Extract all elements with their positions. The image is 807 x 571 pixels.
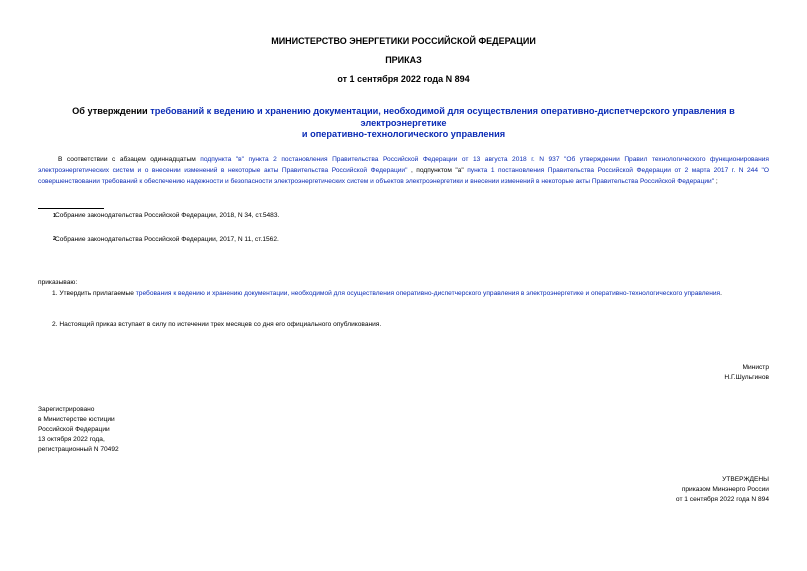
order-item-2: 2. Настоящий приказ вступает в силу по истечении трех месяцев со дня его официального опубликования. — [52, 321, 382, 328]
footnote-divider — [38, 208, 104, 209]
preamble-link-postanovlenie-244[interactable]: пункта 1 постановления Правительства Российской Федерации от 2 марта 2017 г. N 244 "О совершенствовании требований к обеспечению надежности и безопасности электроэнергетических систем и объектов электроэнергетики и внесении изменений в некоторые акты Правительства Российской Федерации" — [38, 167, 769, 185]
prikazyvayu: приказываю: — [38, 279, 78, 286]
approval-block — [676, 475, 769, 505]
footnote-2-mark: 2 — [53, 236, 56, 242]
title-link-requirements-cont[interactable]: и оперативно-технологического управления — [301, 129, 506, 139]
registration-line: регистрационный N 70492 — [38, 446, 119, 453]
registration-block — [38, 405, 119, 455]
registration-line: Российской Федерации — [38, 426, 110, 433]
signature-name: Н.Г.Шульгинов — [724, 374, 769, 381]
approval-line: УТВЕРЖДЕНЫ — [722, 476, 769, 483]
page-title — [38, 106, 769, 141]
preamble-paragraph — [38, 154, 769, 187]
registration-line: в Министерстве юстиции — [38, 416, 115, 423]
order-item-1-text: 1. Утвердить прилагаемые — [52, 290, 136, 297]
registration-line: Зарегистрировано — [38, 406, 95, 413]
footnote-2: Собрание законодательства Российской Федерации, 2017, N 11, ст.1562. — [55, 236, 279, 243]
doc-type: ПРИКАЗ — [385, 55, 422, 65]
order-item-1-end: . — [720, 290, 722, 297]
order-item-1-link[interactable]: требования к ведению и хранению документации, необходимой для осуществления оперативно-диспетчерского управления в электроэнергетике и оперативно-технологического управления — [135, 290, 721, 297]
preamble-link-postanovlenie-937[interactable]: подпункта "в" пункта 2 постановления Правительства Российской Федерации от 13 августа 2018 г. N 937 "Об утверждении Правил технологического функционирования электроэнергетических систем и о внесении изменений в некоторые акты Правительства Российской Федерации" — [38, 156, 769, 174]
approval-line: приказом Минэнерго России — [681, 486, 769, 493]
registration-line: 13 октября 2022 года, — [38, 436, 105, 443]
doc-date-number: от 1 сентября 2022 года N 894 — [337, 74, 470, 84]
signature-block — [724, 363, 769, 383]
footnote-1-mark: 1 — [53, 213, 56, 219]
order-item-1 — [38, 288, 769, 299]
preamble-text-3: ; — [714, 178, 718, 185]
approval-line: от 1 сентября 2022 года N 894 — [675, 496, 769, 503]
title-link-requirements[interactable]: требований к ведению и хранению документации, необходимой для осуществления оперативно-диспетчерского управления в электроэнергетике — [150, 106, 735, 128]
footnote-1: Собрание законодательства Российской Федерации, 2018, N 34, ст.5483. — [55, 212, 280, 219]
ministry-name: МИНИСТЕРСТВО ЭНЕРГЕТИКИ РОССИЙСКОЙ ФЕДЕРАЦИИ — [271, 36, 536, 46]
preamble-text-2: , подпунктом "а" — [407, 167, 468, 174]
preamble-text-1: В соответствии с абзацем одиннадцатым — [58, 156, 201, 163]
signature-position: Министр — [742, 364, 769, 371]
title-prefix: Об утверждении — [72, 106, 151, 116]
